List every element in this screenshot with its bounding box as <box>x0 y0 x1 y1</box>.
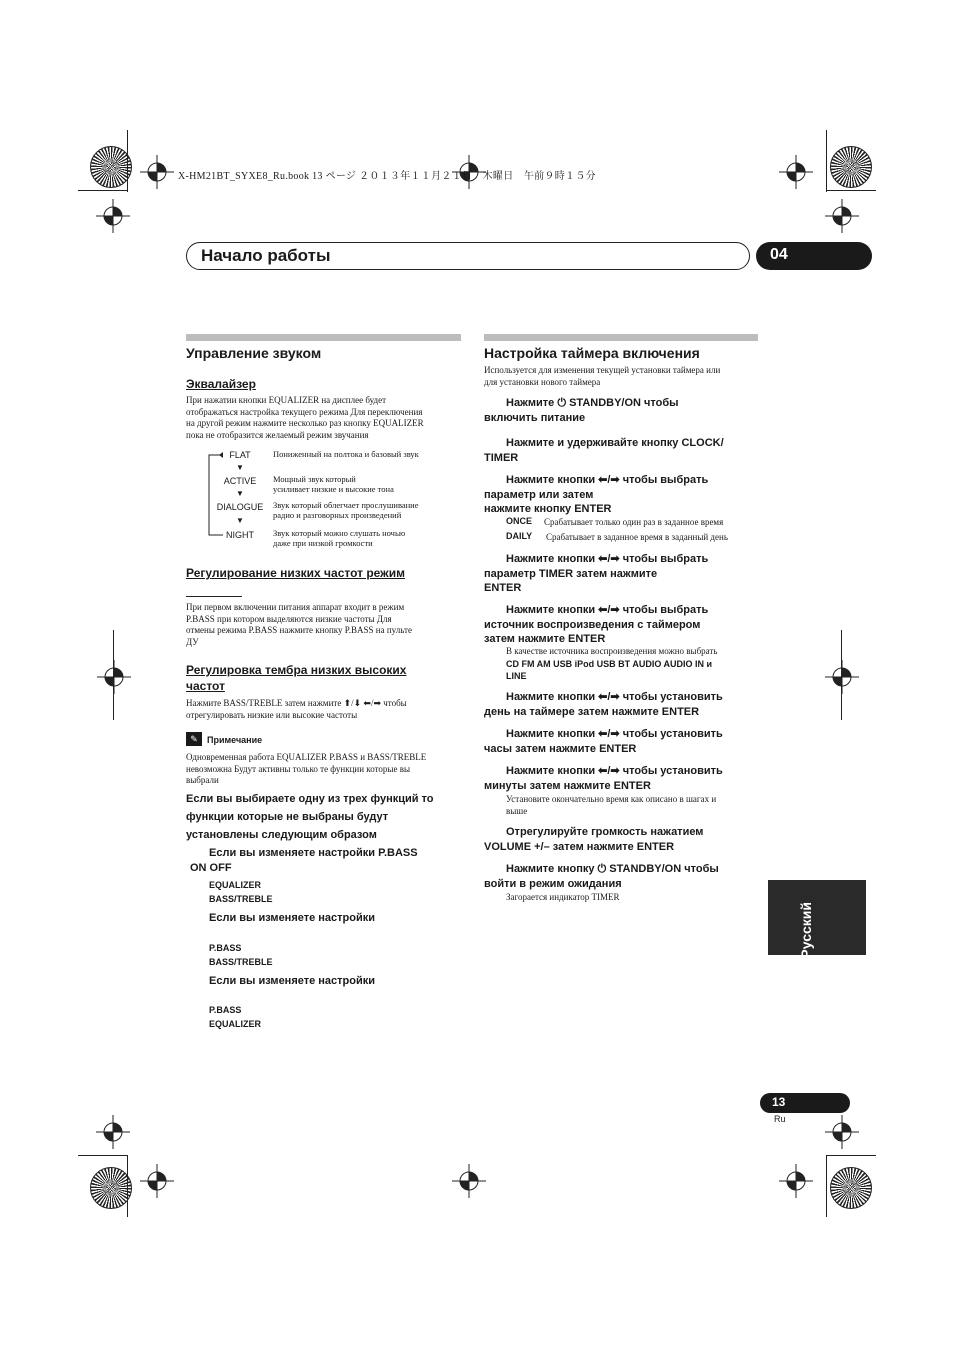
chapter-title-box <box>186 242 750 270</box>
case-equalizer: Если вы изменяете настройки <box>209 912 376 924</box>
color-target-icon <box>830 146 872 188</box>
registration-mark-icon <box>452 1164 486 1198</box>
timer-step-5: Нажмите кнопки ⬅/➡ чтобы выбрать источник воспроизведения с таймером затем нажмите ENTER <box>484 604 709 645</box>
timer-intro: Используется для изменения текущей установки таймера или для установки нового таймера <box>484 365 721 387</box>
page-number-badge <box>760 1093 850 1113</box>
mode-night-desc: Звук который можно слушать ночью даже при низкой громкости <box>273 528 406 548</box>
mode-active-desc: Мощный звук который усиливает низкие и высокие тона <box>273 474 394 494</box>
timer-step-7: Нажмите кнопки ⬅/➡ чтобы установить часы затем нажмите ENTER <box>484 728 723 755</box>
registration-mark-icon <box>96 1115 130 1149</box>
registration-mark-icon <box>96 199 130 233</box>
source-list: CD FM AM USB iPod USB BT AUDIO AUDIO IN и LINE <box>506 659 713 681</box>
mode-flat: FLAT <box>229 450 251 460</box>
once-label: ONCE <box>506 516 533 526</box>
case-pbass-items: EQUALIZER BASS/TREBLE <box>209 880 273 904</box>
color-target-icon <box>830 1167 872 1209</box>
page-language-code: Ru <box>774 1114 786 1124</box>
case-equalizer-items: P.BASS BASS/TREBLE <box>209 943 273 967</box>
mode-night: NIGHT <box>226 530 254 540</box>
chapter-number-badge <box>756 242 872 270</box>
mode-active: ACTIVE <box>223 476 257 486</box>
timer-step-6: Нажмите кнопки ⬅/➡ чтобы установить день на таймере затем нажмите ENTER <box>484 691 723 718</box>
section-title-sound: Управление звуком <box>186 345 322 361</box>
note-text: Одновременная работа EQUALIZER P.BASS и BASS/TREBLE невозможна Будут активны только те функции которые вы выбрали <box>186 752 427 785</box>
registration-mark-icon <box>140 1164 174 1198</box>
page-number: 13 <box>772 1095 786 1109</box>
registration-mark-icon <box>97 660 131 694</box>
registration-mark-icon <box>825 660 859 694</box>
registration-mark-icon <box>779 1164 813 1198</box>
file-info-line: X-HM21BT_SYXE8_Ru.book 13 ページ ２０１３年１１月２１日 木曜日 午前９時１５分 <box>178 171 596 182</box>
registration-mark-icon <box>140 155 174 189</box>
timer-step-10: Нажмите кнопку ⏻ STANDBY/ON чтобы войти в режим ожидания <box>484 863 719 890</box>
bass-heading: Регулирование низких частот режим <box>186 566 405 580</box>
down-arrow-icon: ▼ <box>236 489 244 498</box>
timer-step-8: Нажмите кнопки ⬅/➡ чтобы установить минуты затем нажмите ENTER <box>484 765 723 792</box>
timer-step-3: Нажмите кнопки ⬅/➡ чтобы выбрать параметр или затем нажмите кнопку ENTER <box>484 474 709 515</box>
registration-mark-icon <box>779 155 813 189</box>
tone-heading: Регулировка тембра низких высоких частот <box>186 663 407 693</box>
source-text: В качестве источника воспроизведения можно выбрать <box>506 646 718 656</box>
timer-step-4: Нажмите кнопки ⬅/➡ чтобы выбрать параметр TIMER затем нажмите ENTER <box>484 553 709 594</box>
timer-step-1: Нажмите ⏻ STANDBY/ON чтобы включить питание <box>484 397 679 424</box>
divider <box>186 596 242 597</box>
down-arrow-icon: ▼ <box>236 463 244 472</box>
bass-text: При первом включении питания аппарат входит в режим P.BASS при котором выделяются низкие частоты Для отмены режима P.BASS нажмите кнопку P.BASS на пульте ДУ <box>186 602 412 647</box>
case-bass-treble: Если вы изменяете настройки <box>209 975 376 987</box>
chapter-number: 04 <box>770 246 788 263</box>
standby-note: Загорается индикатор TIMER <box>506 892 620 902</box>
registration-mark-icon <box>825 199 859 233</box>
language-tab <box>768 880 866 959</box>
mode-dialogue: DIALOGUE <box>216 502 264 512</box>
color-target-icon <box>90 1167 132 1209</box>
color-target-icon <box>90 146 132 188</box>
tone-text: Нажмите BASS/TREBLE затем нажмите ⬆/⬇ ⬅/➡ чтобы отрегулировать низкие или высокие частоты <box>186 698 407 720</box>
minutes-note: Установите окончательно время как описано в шагах и выше <box>506 794 717 816</box>
section-bar <box>186 334 461 341</box>
registration-mark-icon <box>825 1115 859 1149</box>
language-label: Русский <box>798 902 814 959</box>
mode-dialogue-desc: Звук который облегчает прослушивание радио и разговорных произведений <box>273 500 419 520</box>
mode-flat-desc: Пониженный на полтока и базовый звук <box>273 449 419 459</box>
timer-step-9: Отрегулируйте громкость нажатием VOLUME +/– затем нажмите ENTER <box>484 826 704 853</box>
equalizer-heading: Эквалайзер <box>186 377 256 391</box>
section-bar <box>484 334 758 341</box>
chapter-title: Начало работы <box>201 246 331 265</box>
case-bass-treble-items: P.BASS EQUALIZER <box>209 1005 262 1029</box>
daily-label: DAILY <box>506 531 533 541</box>
once-text: Срабатывает только один раз в заданное время <box>544 517 724 527</box>
equalizer-text: При нажатии кнопки EQUALIZER на дисплее будет отображаться настройка текущего режима Для переключения на другой режим нажмите несколько раз кнопку EQUALIZER пока не отобразится желаемый режим звучания <box>186 395 424 440</box>
section-title-timer: Настройка таймера включения <box>484 345 700 361</box>
note-icon: ✎ <box>186 732 202 746</box>
case-pbass: Если вы изменяете настройки P.BASS ON OFF <box>190 847 418 874</box>
timer-step-2: Нажмите и удерживайте кнопку CLOCK/ TIMER <box>484 437 724 464</box>
functions-paragraph: Если вы выбираете одну из трех функций то функции которые не выбраны будут установлены следующим образом <box>186 793 434 841</box>
note-label: Примечание <box>207 735 263 745</box>
down-arrow-icon: ▼ <box>236 516 244 525</box>
daily-text: Срабатывает в заданное время в заданный день <box>546 532 728 542</box>
